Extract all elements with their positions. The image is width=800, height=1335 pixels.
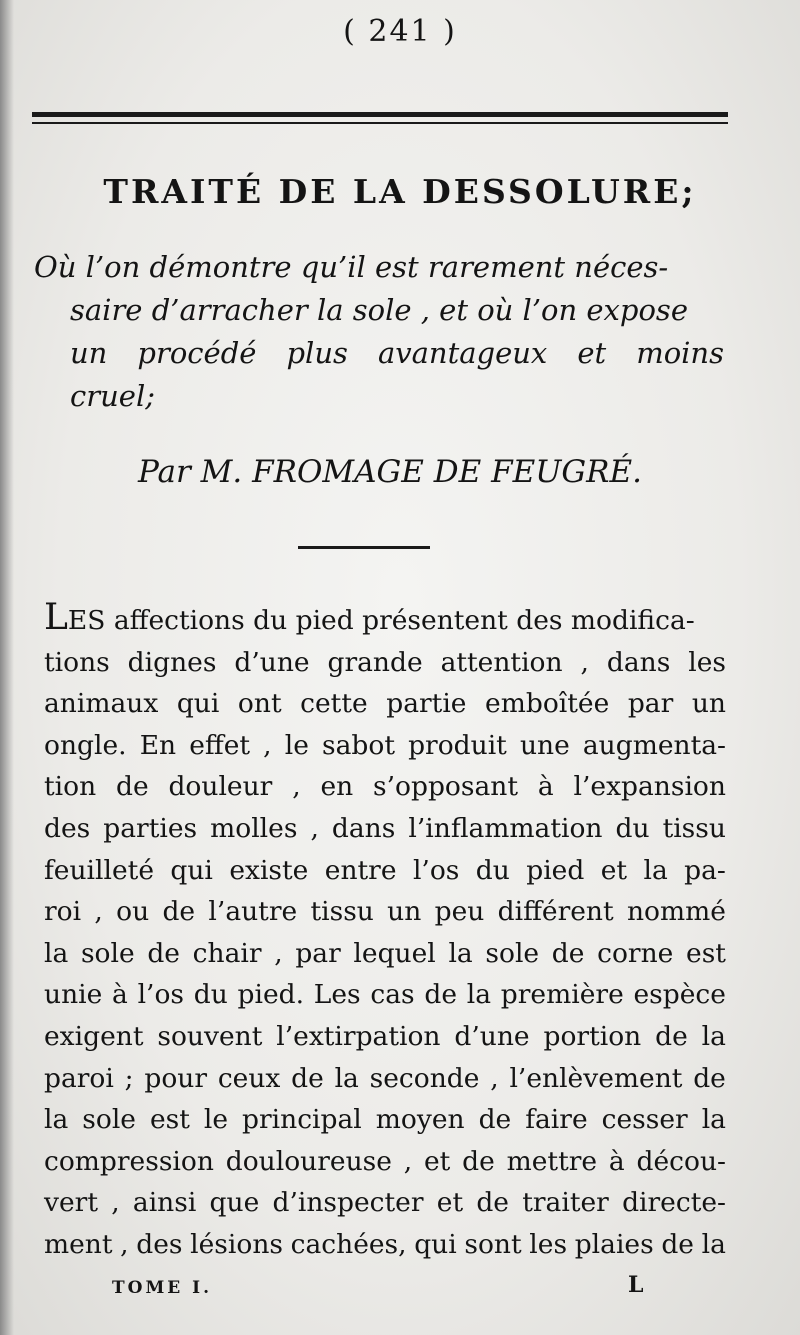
body-line: feuilleté qui existe entre l’os du pied et la pa- bbox=[44, 854, 726, 886]
page-number: ( 241 ) bbox=[343, 14, 457, 49]
body-line bbox=[44, 597, 726, 642]
body-line: tion de douleur , en s’opposant à l’expansion bbox=[44, 771, 726, 803]
subtitle-line: saire d’arracher la sole , et où l’on expose bbox=[70, 293, 688, 327]
body-line: paroi ; pour ceux de la seconde , l’enlèvement de bbox=[44, 1062, 726, 1094]
section-divider bbox=[298, 546, 430, 549]
author-byline: Par M. FROMAGE DE FEUGRÉ. bbox=[138, 454, 642, 490]
subtitle-line: cruel; bbox=[70, 379, 155, 413]
body-line: la sole est le principal moyen de faire cesser la bbox=[44, 1104, 726, 1136]
drop-cap: L bbox=[44, 597, 68, 638]
subtitle-line: un procédé plus avantageux et moins bbox=[70, 336, 724, 370]
binding-shadow bbox=[0, 0, 14, 1335]
header-rule-thin bbox=[32, 122, 728, 124]
body-line: exigent souvent l’extirpation d’une portion de la bbox=[44, 1020, 726, 1052]
body-line: vert , ainsi que d’inspecter et de traiter directe- bbox=[44, 1187, 726, 1219]
body-line: ment , des lésions cachées, qui sont les plaies de la bbox=[44, 1228, 726, 1260]
header-rule-thick bbox=[32, 112, 728, 117]
body-line: animaux qui ont cette partie emboîtée par un bbox=[44, 688, 726, 720]
body-line: compression douloureuse , et de mettre à décou- bbox=[44, 1145, 726, 1177]
body-line: tions dignes d’une grande attention , dans les bbox=[44, 646, 726, 678]
body-text bbox=[44, 597, 726, 1266]
volume-label: TOME I. bbox=[112, 1278, 213, 1298]
signature-mark: L bbox=[628, 1272, 644, 1298]
subtitle bbox=[34, 246, 724, 418]
body-line: unie à l’os du pied. Les cas de la première espèce bbox=[44, 979, 726, 1011]
body-line: des parties molles , dans l’inflammation du tissu bbox=[44, 812, 726, 844]
body-line: ongle. En effet , le sabot produit une augmenta- bbox=[44, 729, 726, 761]
subtitle-line: Où l’on démontre qu’il est rarement néces- bbox=[34, 250, 669, 284]
body-line: la sole de chair , par lequel la sole de corne est bbox=[44, 937, 726, 969]
first-line-rest: ES affections du pied présentent des modifica- bbox=[67, 605, 695, 636]
body-line: roi , ou de l’autre tissu un peu différent nommé bbox=[44, 896, 726, 928]
page-title: TRAITÉ DE LA DESSOLURE; bbox=[103, 172, 697, 211]
